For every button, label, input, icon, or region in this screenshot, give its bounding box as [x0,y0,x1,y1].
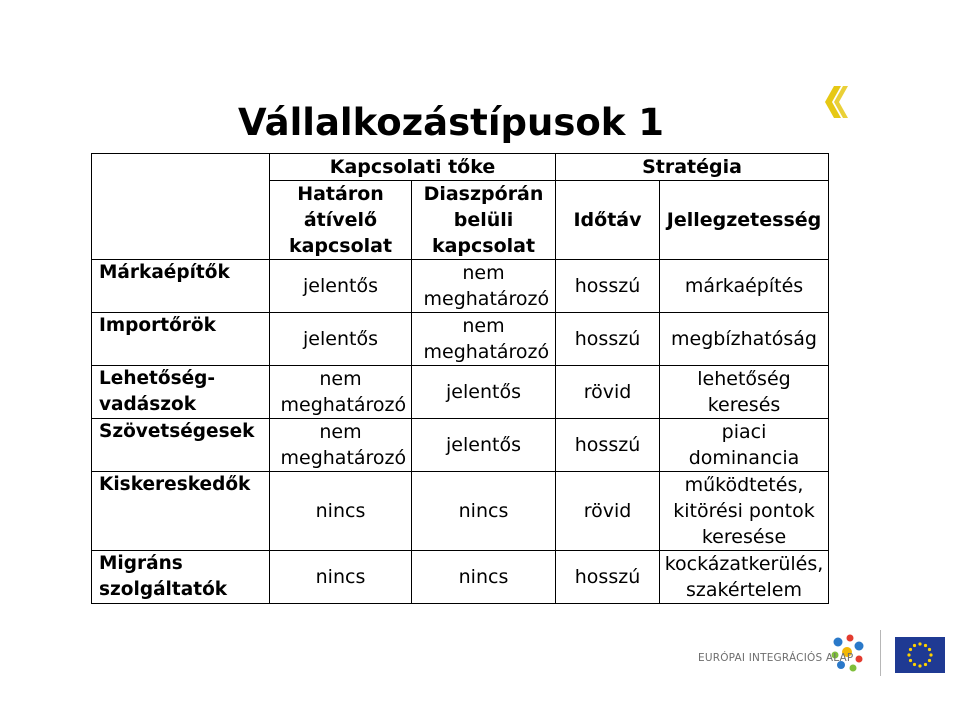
cell-diaszpora-text: nem meghatározó [423,315,550,363]
row-label-text: Lehetőség-vadászok [99,368,216,415]
cell-jelleg: megbízhatóság [660,313,829,366]
table-corner-cell [92,154,270,260]
header-diaszpora [412,181,556,260]
cell-idotav: hosszú [556,313,660,366]
cell-idotav: hosszú [556,260,660,313]
cell-idotav: rövid [556,472,660,551]
footer-divider [880,630,881,676]
cell-idotav: hosszú [556,419,660,472]
cell-hataron-text: nem meghatározó [280,421,407,469]
table-row [92,260,829,313]
cell-jelleg-text: kockázatkerülés, szakértelem [664,553,824,601]
table-row [92,472,829,551]
cell-jelleg [660,472,829,551]
cell-diaszpora [412,313,556,366]
header-diaszpora-text: Diaszpórán belüli kapcsolat [423,183,544,257]
cell-hataron [270,419,412,472]
footer-fund-name: EURÓPAI INTEGRÁCIÓS ALAP [698,652,854,664]
cell-hataron: jelentős [270,313,412,366]
cell-hataron-text: nem meghatározó [280,368,407,416]
header-idotav: Időtáv [556,181,660,260]
row-label: Márkaépítők [92,260,270,313]
cell-hataron: nincs [270,551,412,604]
header-jellegzetesseg: Jellegzetesség [660,181,829,260]
row-label-text: Migráns szolgáltatók [99,553,228,600]
cell-jelleg-text: piaci dominancia [688,421,800,469]
row-label: Szövetségesek [92,419,270,472]
cell-jelleg [660,419,829,472]
eu-flag-icon [895,637,945,673]
cell-hataron [270,366,412,419]
cell-idotav: hosszú [556,551,660,604]
cell-diaszpora: jelentős [412,366,556,419]
cell-idotav: rövid [556,366,660,419]
table-row [92,313,829,366]
cell-diaszpora-text: nem meghatározó [423,262,550,310]
header-strategia: Stratégia [556,154,829,181]
header-hataron-text: Határon átívelő kapcsolat [288,183,393,257]
row-label [92,366,270,419]
row-label: Importőrök [92,313,270,366]
cell-jelleg-text: működtetés, kitörési pontok keresése [673,474,815,548]
table-row [92,419,829,472]
chevron-left-icon [820,82,850,122]
cell-diaszpora: jelentős [412,419,556,472]
cell-jelleg-text: lehetőség keresés [697,368,791,416]
business-types-table [91,153,829,604]
table-row [92,366,829,419]
header-hataron [270,181,412,260]
cell-diaszpora: nincs [412,551,556,604]
cell-hataron: nincs [270,472,412,551]
cell-jelleg [660,551,829,604]
cell-diaszpora: nincs [412,472,556,551]
table-row [92,551,829,604]
row-label: Kiskereskedők [92,472,270,551]
page-title: Vállalkozástípusok 1 [238,101,665,144]
cell-jelleg [660,366,829,419]
row-label [92,551,270,604]
cell-jelleg: márkaépítés [660,260,829,313]
cell-diaszpora [412,260,556,313]
cell-hataron: jelentős [270,260,412,313]
header-kapcsolati-toke: Kapcsolati tőke [270,154,556,181]
